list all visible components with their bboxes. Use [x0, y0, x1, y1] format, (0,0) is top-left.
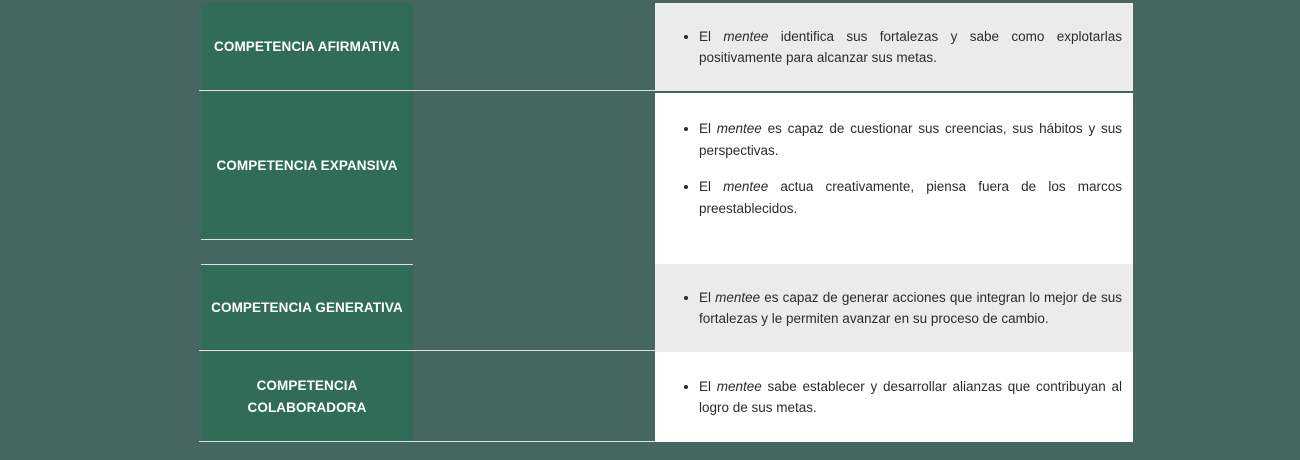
competency-label-expansiva [201, 92, 413, 239]
list-item: • El mentee identifica sus fortalezas y sabe como explotarlas positivamente para alcanzar sus metas. [699, 26, 1122, 69]
row-divider [199, 441, 655, 442]
competency-description-generativa [655, 264, 1133, 352]
competency-label-text: COMPETENCIA GENERATIVA [211, 299, 403, 315]
list-item: • El mentee es capaz de cuestionar sus creencias, sus hábitos y sus perspectivas. [699, 118, 1122, 161]
list-item: • El mentee es capaz de generar acciones que integran lo mejor de sus fortalezas y le permiten avanzar en su proceso de cambio. [699, 287, 1122, 330]
competency-label-text: COMPETENCIA EXPANSIVA [216, 157, 398, 173]
bullet-list [686, 118, 1122, 219]
competency-label-line1: COMPETENCIA [256, 377, 358, 393]
row-divider [199, 90, 655, 91]
list-item: • El mentee actua creativamente, piensa fuera de los marcos preestablecidos. [699, 176, 1122, 219]
bullet-list [686, 287, 1122, 330]
competency-label-afirmativa [201, 3, 413, 90]
competency-label-text: COMPETENCIA AFIRMATIVA [214, 38, 400, 54]
competency-label-colaboradora [201, 352, 413, 441]
bullet-list [686, 376, 1122, 419]
bullet-list [686, 26, 1122, 69]
row-divider [201, 239, 413, 240]
competency-description-afirmativa [655, 3, 1133, 91]
competency-description-colaboradora [655, 352, 1133, 442]
row-divider [199, 350, 655, 351]
competency-label-line2: COLABORADORA [247, 399, 367, 415]
list-item: • El mentee sabe establecer y desarrollar alianzas que contribuyan al logro de sus metas. [699, 376, 1122, 419]
competency-description-expansiva [655, 93, 1133, 264]
competency-label-generativa [201, 265, 413, 350]
